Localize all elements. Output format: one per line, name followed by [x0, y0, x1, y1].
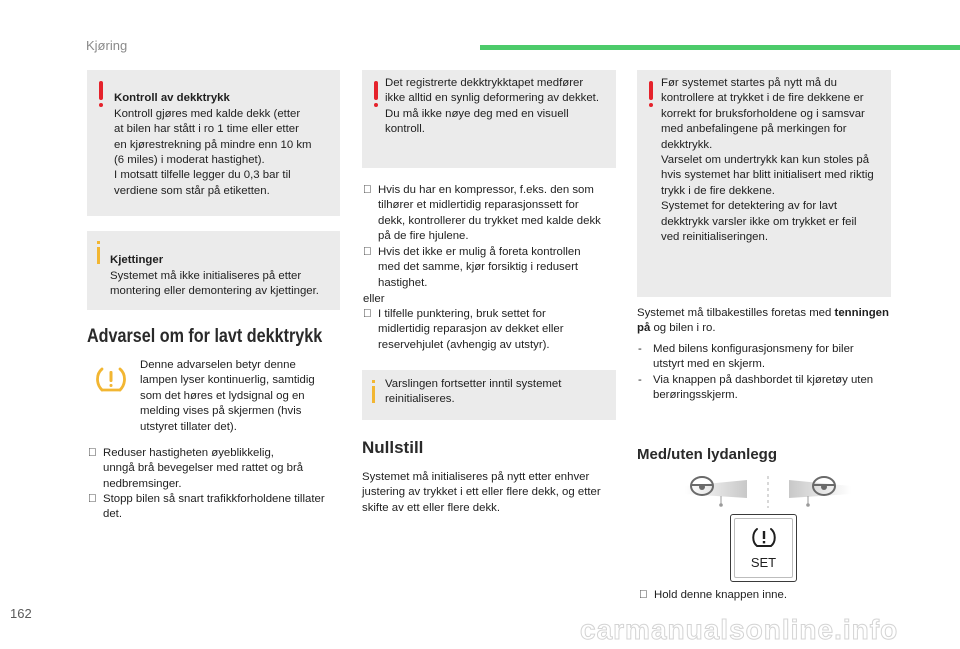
- heading-low-pressure-warning: Advarsel om for lavt dekktrykk: [87, 326, 323, 347]
- warning-box-pressure-check: [87, 70, 340, 216]
- bullet-text: Hvis du har en kompressor, f.eks. den som tilhører et midlertidig reparasjonssett for dekk, kontrollerer du trykket med kalde dekk på de fire hjulene.: [378, 184, 601, 243]
- info-icon: [97, 247, 100, 264]
- box-title: Kontroll av dekktrykk: [114, 92, 230, 105]
- bullet-text: Reduser hastigheten øyeblikkelig, unngå brå bevegelser med rattet og brå nedbremsinger.: [103, 447, 304, 490]
- bullet-marker: [363, 307, 372, 322]
- heading-reset: Nullstill: [362, 438, 424, 457]
- box-text: Det registrerte dekktrykktapet medfører ikke alltid en synlig deformering av dekket. Du må ikke nøye deg med en visuell kontroll.: [385, 77, 599, 136]
- dash-text: Via knappen på dashbordet til kjøretøy uten berøringsskjerm.: [653, 374, 874, 402]
- page-number: 162: [10, 606, 32, 621]
- dash-text: Med bilens konfigurasjonsmeny for biler utstyrt med en skjerm.: [653, 343, 854, 371]
- paragraph-text: og bilen i ro.: [650, 322, 716, 335]
- bullet-marker: [363, 245, 372, 260]
- box-text: Varslingen fortsetter inntil systemet reinitialiseres.: [385, 378, 562, 406]
- reset-paragraph: Systemet må initialiseres på nytt etter enhver justering av trykket i ett eller flere dekk, og etter skifte av ett eller flere dekk.: [362, 471, 601, 514]
- set-label: SET: [750, 555, 777, 570]
- steering-wheel-icon: [811, 475, 837, 497]
- section-accent-bar: [480, 45, 960, 50]
- paragraph-text: Systemet må tilbakestilles foretas med: [637, 307, 832, 319]
- warning-box-before-restart: [637, 70, 891, 297]
- bullet-marker: [363, 183, 372, 198]
- heading-with-without-audio: Med/uten lydanlegg: [637, 446, 778, 463]
- info-icon: [372, 386, 375, 403]
- bullet-text: Hvis det ikke er mulig å foreta kontrollen med det samme, kjør forsiktig i redusert hastighet.: [378, 246, 581, 289]
- bullet-text: I tilfelle punktering, bruk settet for midlertidig reparasjon av dekket eller reservehjulet (avhengig av utstyr).: [378, 308, 564, 351]
- paragraph-bold: tenningen på: [637, 307, 889, 335]
- tyre-pressure-icon: [751, 527, 777, 549]
- dash-marker: -: [638, 343, 642, 355]
- box-title: Kjettinger: [110, 254, 164, 267]
- bullet-marker: [88, 446, 97, 461]
- or-text: eller: [363, 293, 385, 305]
- tyre-pressure-warning-icon: [95, 366, 127, 394]
- bullet-marker: [639, 588, 648, 603]
- restart-paragraph: [637, 306, 892, 337]
- info-box-chains: [87, 231, 340, 310]
- info-box-reinitialise: [362, 370, 616, 420]
- box-text: Kontroll gjøres med kalde dekk (etter at bilen har stått i ro 1 time eller etter en kjørestrekning på mindre enn 10 km (6 miles) i moderat hastighet). I motsatt tilfelle legger du 0,3 bar til verdiene som står på etiketten.: [114, 107, 312, 197]
- steering-wheel-icon: [689, 475, 715, 497]
- section-label: Kjøring: [86, 38, 128, 53]
- box-text: Før systemet startes på nytt må du kontrollere at trykket i de fire dekkene er korrekt for bruksforholdene og i samsvar med anbefalingene på merkingen for dekktrykk. Varselet om undertrykk kan kun stoles på hvis systemet har blitt initialisert med riktig trykk i de fire dekkene. Systemet for detektering av for lavt dekktrykk varsler ikke om trykket er feil ved reinitialiseringen.: [661, 77, 874, 244]
- bullet-text: Stopp bilen så snart trafikkforholdene tillater det.: [103, 493, 325, 521]
- box-text: Systemet må ikke initialiseres på etter montering eller demontering av kjettinger.: [110, 269, 319, 298]
- bullet-marker: [88, 492, 97, 507]
- dash-marker: -: [638, 374, 642, 386]
- set-button[interactable]: [730, 514, 797, 582]
- warning-exclamation-icon: [99, 81, 103, 100]
- bullet-text: Hold denne knappen inne.: [654, 589, 788, 601]
- warning-box-deformation: [362, 70, 616, 168]
- warning-description: Denne advarselen betyr denne lampen lyser kontinuerlig, samtidig som det høres et lydsignal og en melding vises på skjermen (hvis utstyret tillater det).: [140, 359, 315, 433]
- watermark: carmanualsonline.info: [580, 614, 899, 645]
- warning-exclamation-icon: [374, 81, 378, 100]
- warning-exclamation-icon: [649, 81, 653, 100]
